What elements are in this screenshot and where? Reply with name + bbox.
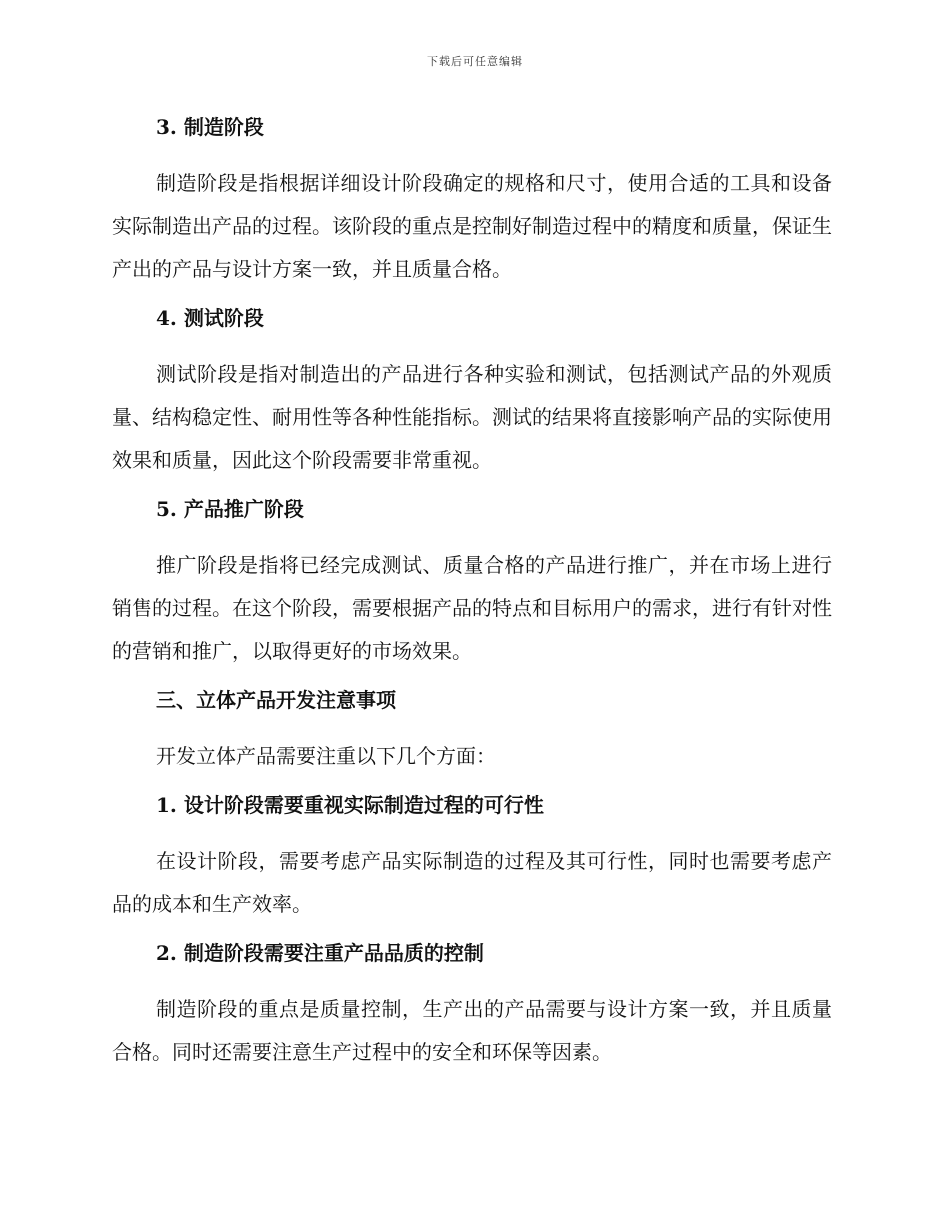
section-heading-design-feasibility: 1. 设计阶段需要重视实际制造过程的可行性 (156, 793, 544, 817)
paragraph-testing: 测试阶段是指对制造出的产品进行各种实验和测试，包括测试产品的外观质量、结构稳定性、耐用性等各种性能指标。测试的结果将直接影响产品的实际使用效果和质量，因此这个阶段需要非常重视。 (112, 362, 832, 472)
paragraph-promotion: 推广阶段是指将已经完成测试、质量合格的产品进行推广，并在市场上进行销售的过程。在这个阶段，需要根据产品的特点和目标用户的需求，进行有针对性的营销和推广，以取得更好的市场效果。 (112, 553, 832, 663)
paragraph-quality-control: 制造阶段的重点是质量控制，生产出的产品需要与设计方案一致，并且质量合格。同时还需要注意生产过程中的安全和环保等因素。 (112, 997, 832, 1064)
document-body (112, 110, 832, 1084)
paragraph-design-feasibility: 在设计阶段，需要考虑产品实际制造的过程及其可行性，同时也需要考虑产品的成本和生产效率。 (112, 849, 832, 916)
section-heading-promotion: 5. 产品推广阶段 (156, 497, 304, 521)
section-heading-quality-control: 2. 制造阶段需要注重产品品质的控制 (156, 941, 484, 965)
section-heading-testing: 4. 测试阶段 (156, 306, 264, 330)
section-heading-manufacturing: 3. 制造阶段 (156, 115, 264, 139)
chapter-heading-notes: 三、立体产品开发注意事项 (156, 688, 396, 712)
paragraph-notes-intro: 开发立体产品需要注重以下几个方面： (156, 744, 496, 768)
paragraph-manufacturing: 制造阶段是指根据详细设计阶段确定的规格和尺寸，使用合适的工具和设备实际制造出产品的过程。该阶段的重点是控制好制造过程中的精度和质量，保证生产出的产品与设计方案一致，并且质量合格。 (112, 171, 832, 281)
page-header: 下载后可任意编辑 (427, 55, 523, 68)
